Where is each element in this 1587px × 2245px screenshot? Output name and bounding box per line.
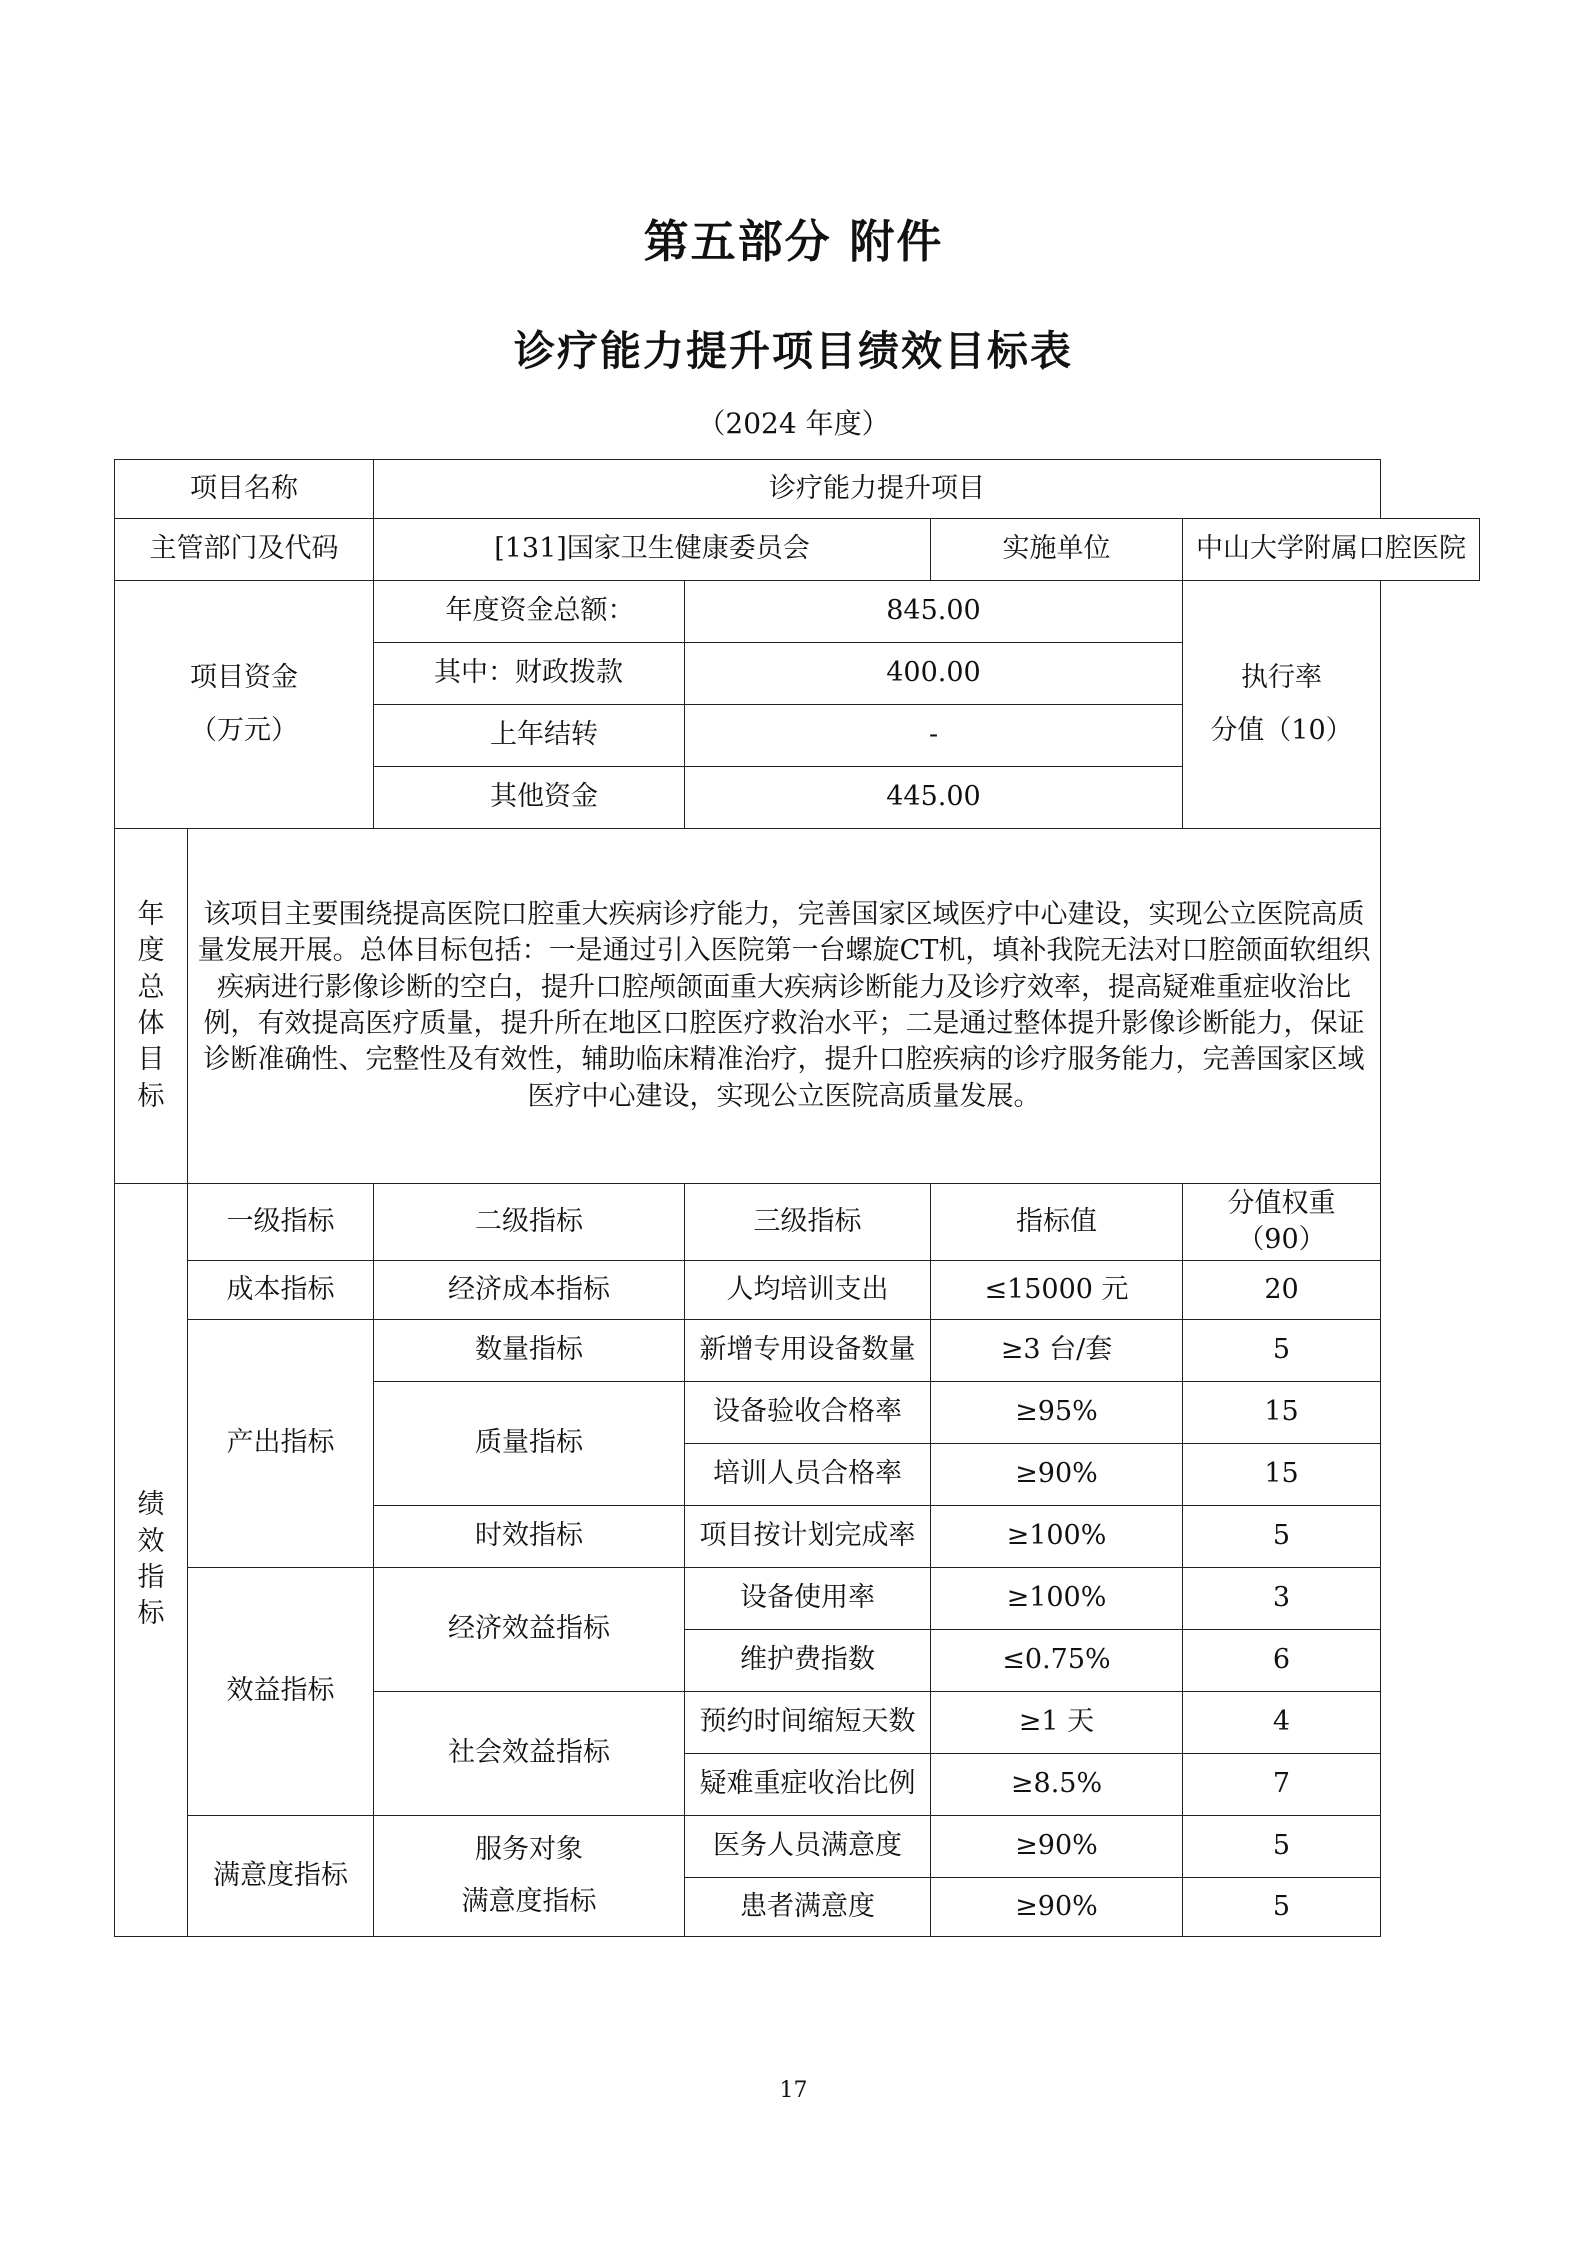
table-row: [115, 1320, 1480, 1382]
indicator-weight: 3: [1183, 1568, 1381, 1630]
level1-benefit: 效益指标: [188, 1568, 374, 1816]
indicator-label: [115, 1184, 188, 1937]
level2-econ-cost: 经济成本指标: [374, 1261, 685, 1320]
goal-label-char: 度: [137, 935, 165, 967]
indicator-weight: 5: [1183, 1506, 1381, 1568]
funds-row-total: [115, 581, 1480, 643]
funds-label-line2: （万元）: [190, 714, 298, 746]
indicator-value: ≥90%: [931, 1444, 1183, 1506]
indicator-value: ≥90%: [931, 1878, 1183, 1937]
header-weight-line1: 分值权重: [1227, 1187, 1336, 1219]
funds-label-line1: 项目资金: [190, 662, 298, 694]
funds-total-label: 年度资金总额：: [374, 581, 685, 643]
indicator-value: ≥95%: [931, 1382, 1183, 1444]
header-weight-line2: （90）: [1237, 1224, 1326, 1255]
indicator-value: ≥100%: [931, 1568, 1183, 1630]
goal-label-char: 标: [137, 1080, 165, 1112]
level1-satisfaction: 满意度指标: [188, 1816, 374, 1937]
table-row: [115, 1816, 1480, 1878]
goal-text: 该项目主要围绕提高医院口腔重大疾病诊疗能力，完善国家区域医疗中心建设，实现公立医院高质量发展开展。总体目标包括：一是通过引入医院第一台螺旋CT机，填补我院无法对口腔颌面软组织疾病进行影像诊断的空白，提升口腔颅颌面重大疾病诊断能力及诊疗效率，提高疑难重症收治比例，有效提高医疗质量，提升所在地区口腔医疗救治水平；二是通过整体提升影像诊断能力，保证诊断准确性、完整性及有效性，辅助临床精准治疗，提升口腔疾病的诊疗服务能力，完善国家区域医疗中心建设，实现公立医院高质量发展。: [188, 829, 1381, 1184]
funds-fiscal-value: 400.00: [685, 643, 1183, 705]
indicator-value: ≤0.75%: [931, 1630, 1183, 1692]
indicator-weight: 15: [1183, 1382, 1381, 1444]
indicator-value: ≥3 台/套: [931, 1320, 1183, 1382]
level2-social-benefit: 社会效益指标: [374, 1692, 685, 1816]
indicator-label-char: 效: [137, 1525, 165, 1557]
indicator-weight: 5: [1183, 1816, 1381, 1878]
goal-row: [115, 829, 1480, 1184]
exec-rate-line1: 执行率: [1241, 662, 1322, 694]
level2-quality: 质量指标: [374, 1382, 685, 1506]
level3-name: 维护费指数: [685, 1630, 931, 1692]
table-row: [115, 1261, 1480, 1320]
goal-label-char: 年: [137, 898, 165, 930]
dept-label: 主管部门及代码: [115, 519, 374, 581]
table-row: [115, 1568, 1480, 1630]
indicator-weight: 15: [1183, 1444, 1381, 1506]
level2-service-line2: 满意度指标: [461, 1886, 597, 1917]
header-weight: [1183, 1184, 1381, 1261]
level2-service-satisfaction: [374, 1816, 685, 1937]
project-name-value: 诊疗能力提升项目: [374, 460, 1381, 519]
header-value: 指标值: [931, 1184, 1183, 1261]
indicator-weight: 6: [1183, 1630, 1381, 1692]
funds-other-value: 445.00: [685, 767, 1183, 829]
funds-label: [115, 581, 374, 829]
level3-name: 医务人员满意度: [685, 1816, 931, 1878]
header-level3: 三级指标: [685, 1184, 931, 1261]
level2-econ-benefit: 经济效益指标: [374, 1568, 685, 1692]
level3-name: 患者满意度: [685, 1878, 931, 1937]
page-number: 17: [779, 2078, 808, 2103]
goal-label-char: 总: [137, 971, 165, 1003]
indicator-value: ≥90%: [931, 1816, 1183, 1878]
indicator-value: ≤15000 元: [931, 1261, 1183, 1320]
level1-cost: 成本指标: [188, 1261, 374, 1320]
goal-label-char: 体: [137, 1008, 165, 1039]
indicator-value: ≥1 天: [931, 1692, 1183, 1754]
indicator-weight: 4: [1183, 1692, 1381, 1754]
header-level2: 二级指标: [374, 1184, 685, 1261]
level3-name: 人均培训支出: [685, 1261, 931, 1320]
performance-table: [114, 459, 1480, 1937]
indicator-weight: 7: [1183, 1754, 1381, 1816]
funds-fiscal-label: 其中：财政拨款: [374, 643, 685, 705]
indicator-weight: 5: [1183, 1878, 1381, 1937]
level3-name: 培训人员合格率: [685, 1444, 931, 1506]
indicator-weight: 5: [1183, 1320, 1381, 1382]
funds-carry-value: -: [685, 705, 1183, 767]
indicator-value: ≥100%: [931, 1506, 1183, 1568]
funds-total-value: 845.00: [685, 581, 1183, 643]
level3-name: 设备验收合格率: [685, 1382, 931, 1444]
level2-timeliness: 时效指标: [374, 1506, 685, 1568]
indicator-label-char: 绩: [137, 1489, 165, 1521]
indicator-header-row: [115, 1184, 1480, 1261]
dept-row: [115, 519, 1480, 581]
level3-name: 新增专用设备数量: [685, 1320, 931, 1382]
level1-output: 产出指标: [188, 1320, 374, 1568]
level2-quantity: 数量指标: [374, 1320, 685, 1382]
year-caption: （2024 年度）: [697, 407, 890, 440]
exec-rate-label: [1183, 581, 1381, 829]
indicator-value: ≥8.5%: [931, 1754, 1183, 1816]
dept-value: [131]国家卫生健康委员会: [374, 519, 931, 581]
project-name-label: 项目名称: [115, 460, 374, 519]
indicator-weight: 20: [1183, 1261, 1381, 1320]
impl-value: 中山大学附属口腔医院: [1183, 519, 1480, 581]
part-heading: 第五部分 附件: [643, 215, 944, 268]
project-name-row: [115, 460, 1480, 519]
table-title: 诊疗能力提升项目绩效目标表: [514, 327, 1073, 375]
funds-other-label: 其他资金: [374, 767, 685, 829]
indicator-label-char: 指: [137, 1562, 165, 1593]
level3-name: 疑难重症收治比例: [685, 1754, 931, 1816]
exec-rate-line2: 分值（10）: [1210, 714, 1353, 746]
level3-name: 设备使用率: [685, 1568, 931, 1630]
level3-name: 项目按计划完成率: [685, 1506, 931, 1568]
funds-carry-label: 上年结转: [374, 705, 685, 767]
indicator-label-char: 标: [137, 1598, 165, 1630]
impl-label: 实施单位: [931, 519, 1183, 581]
level3-name: 预约时间缩短天数: [685, 1692, 931, 1754]
goal-label-char: 目: [137, 1044, 165, 1076]
header-level1: 一级指标: [188, 1184, 374, 1261]
level2-service-line1: 服务对象: [475, 1833, 583, 1865]
goal-label: [115, 829, 188, 1184]
